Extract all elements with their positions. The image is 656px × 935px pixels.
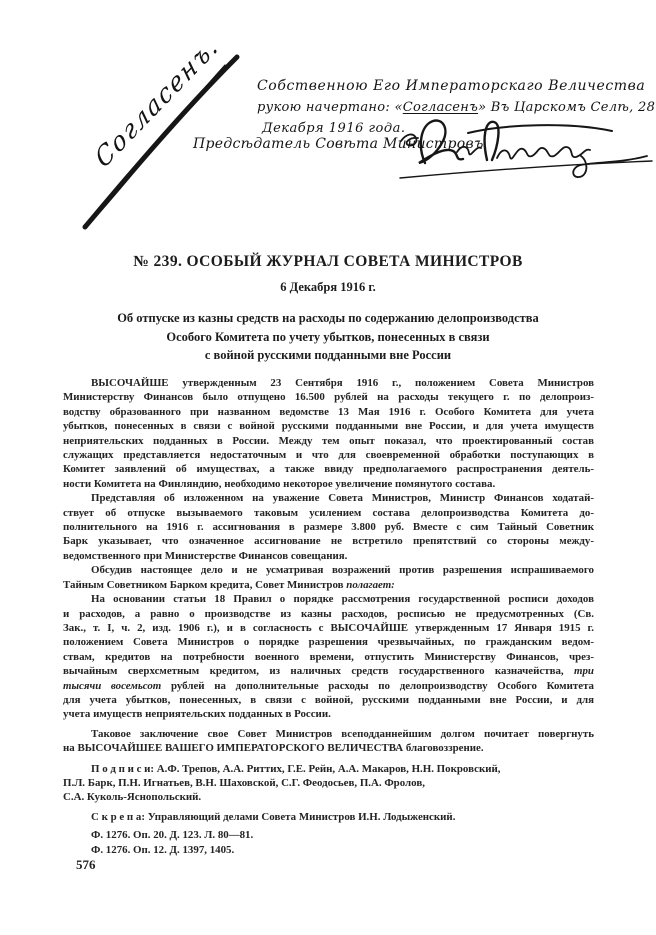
- tsar-approval-word: Согласенъ.: [90, 29, 224, 174]
- journal-date: 6 Декабря 1916 г.: [280, 280, 376, 294]
- journal-subject: [0, 309, 656, 365]
- body-line: для учета убытков, понесенных, в связи с войной, русскими подданными вне России, и для: [63, 693, 594, 706]
- journal-title: № 239. ОСОБЫЙ ЖУРНАЛ СОВЕТА МИНИСТРОВ: [133, 253, 523, 270]
- body-line: и расходов, а равно о производстве из казны расходов, росписью не предусмотренных (Св.: [63, 607, 594, 620]
- body-line: ведомственного при Министерстве Финансов совещания.: [63, 549, 348, 562]
- pen-flourish-and-signature: [0, 0, 656, 240]
- body-paragraph: [63, 376, 594, 491]
- body-line: Комитет заявлений об имуществах, а также ввиду предполагаемого распространения деятель-: [63, 463, 594, 476]
- body-line: П.Л. Барк, П.Н. Игнатьев, В.Н. Шаховской, С.Г. Феодосьев, П.А. Фролов,: [63, 776, 425, 789]
- body-paragraph: [63, 727, 594, 756]
- body-line: Представляя об изложенном на уважение Совета Министров, Министр Финансов ходатай-: [91, 492, 594, 505]
- body-paragraph: [63, 828, 594, 842]
- body-line: вычайным сверхсметным кредитом, из наличных средств государственного казначейства, три: [63, 665, 594, 678]
- body-paragraph: [63, 762, 594, 805]
- body-line: тысячи восемьсот рублей на дополнительные расходы по делопроизводству Особого Комитета: [63, 679, 594, 692]
- approval-note-line-1: Собственною Его Императорскаго Величества: [257, 78, 646, 94]
- body-line: на ВЫСОЧАЙШЕЕ ВАШЕГО ИМПЕРАТОРСКОГО ВЕЛИЧЕСТВА благовоззрение.: [63, 742, 484, 755]
- body-line: служащих представляется недостаточным и что для своевременной обработки поступающих в: [63, 449, 594, 462]
- body-line: положением Совета Министров о порядке разрешения чрезвычайных, по гражданским ведом-: [63, 636, 594, 649]
- body-line: Таковое заключение свое Совет Министров всеподданнейшим долгом почитает повергнуть: [91, 727, 594, 740]
- body-line: Министерству Финансов было отпущено 16.500 рублей на расходы текущего г. по делопроиз-: [63, 391, 594, 404]
- body-line: убытков, понесенных в связи с войной русскими подданными вне России, и для учета имуществ: [63, 420, 594, 433]
- body-line: водству образованного при названном ведомстве 13 Мая 1916 г. Особого Комитета для учета: [63, 405, 594, 418]
- subject-line-1: Об отпуске из казны средств на расходы по содержанию делопроизводства: [117, 311, 539, 325]
- body-paragraph: [63, 592, 594, 722]
- body-line: ствам, кредитов на потребности военного времени, отпустить Министерству Финансов, чрез-: [63, 650, 594, 663]
- body-line: На основании статьи 18 Правил о порядке рассмотрения государственной росписи доходов: [91, 593, 594, 606]
- body-line: П о д п и с и: А.Ф. Трепов, А.А. Риттих, Г.Е. Рейн, А.А. Макаров, Н.Н. Покровский,: [91, 762, 501, 775]
- body-line: ВЫСОЧАЙШЕ утвержденным 23 Сентября 1916 г., положением Совета Министров: [91, 377, 594, 389]
- subject-line-3: с войной русскими подданными вне России: [204, 348, 452, 362]
- document-body: [63, 376, 594, 857]
- body-line: Барк указывает, что означенное ассигнование не встретило препятствий со стороны между-: [63, 535, 594, 548]
- body-line: С.А. Куколь-Яснопольский.: [63, 791, 202, 804]
- subject-line-2: Особого Комитета по учету убытков, понесенных в связи: [166, 329, 490, 344]
- body-line: учета имуществ неприятельских подданных в России.: [63, 708, 331, 721]
- premier-title-line: Предсѣдатель Совѣта Министровъ: [193, 136, 484, 152]
- body-line: полнительного на 1916 г. ассигнования в размере 3.800 руб. Вместе с сим Тайный Советник: [63, 521, 594, 534]
- body-line: Зак., т. I, ч. 2, изд. 1906 г.), и в согласность с ВЫСОЧАЙШЕ утвержденным 17 Января 1915 г.: [63, 621, 594, 634]
- body-paragraph: [63, 491, 594, 563]
- body-paragraph: [63, 843, 594, 857]
- body-line: С к р е п а: Управляющий делами Совета Министров И.Н. Лодыженский.: [91, 810, 456, 823]
- body-line: Ф. 1276. Оп. 20. Д. 123. Л. 80—81.: [91, 829, 254, 842]
- body-line: ности Комитета на Финляндию, необходимо некоторое увеличение помянутого состава.: [63, 477, 496, 490]
- body-paragraph: [63, 810, 594, 824]
- body-line: неприятельских подданных в России. Между тем опыт показал, что проектированный состав: [63, 434, 594, 447]
- approval-note-line-3: Декабря 1916 года.: [262, 121, 406, 136]
- body-line: ствует об отпуске вызываемого таковым усилением состава делопроизводства Комитета до-: [63, 506, 594, 519]
- body-line: Тайным Советником Барком кредита, Совет Министров полагает:: [63, 578, 395, 591]
- body-line: Ф. 1276. Оп. 12. Д. 1397, 1405.: [91, 843, 235, 856]
- body-line: Обсудив настоящее дело и не усматривая возражений против разрешения испрашиваемого: [91, 564, 594, 577]
- approval-note-line-2: рукою начертано: «Согласенъ» Въ Царскомъ Селѣ, 28: [257, 100, 656, 115]
- page-number: 576: [76, 857, 96, 872]
- body-paragraph: [63, 563, 594, 592]
